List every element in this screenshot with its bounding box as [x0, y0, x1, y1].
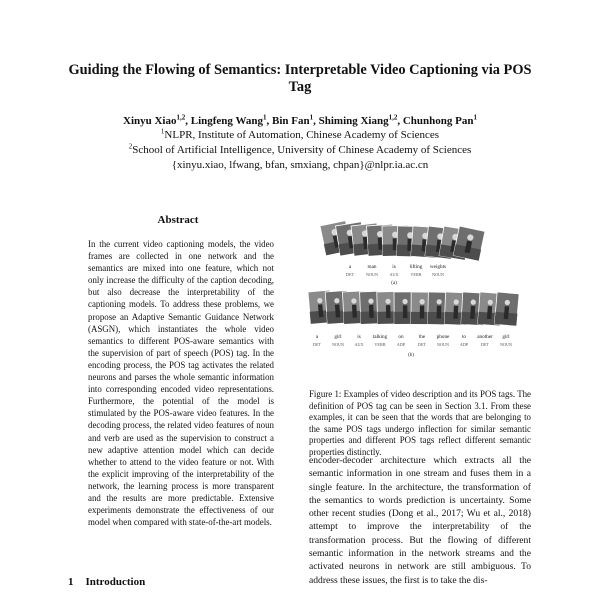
word-label: to — [461, 334, 467, 340]
pos-tag: VERB — [374, 342, 386, 347]
abstract-text: In the current video captioning models, the video frames are collected in one network and the semantics are mixed into one feature, which not only increase the difficulty of the caption decoding, but also decrease the interpretability of the captioning models. To address these problems, we propose an Adaptive Semantic Guidance Network (ASGN), which instantiates the whole video semantics to different POS-aware semantics with the supervision of part of speech (POS) tag. In the encoding process, the POS tag activates the related neurons and parses the whole semantic information into corresponding encoded video representations. Furthermore, the potential of the model is stimulated by the POS-aware video features. In the decoding process, the related video features of noun and verb are used as the supervision to construct a new adaptive attention model which can decide whether to attend to the video feature or not. With the explicit improving of the interpretability of the network, the learning process is more transparent and the results are more predictable. Extensive experiments demonstrate the effectiveness of our model when compared with state-of-the-art models. — [88, 239, 274, 528]
pos-tag: NOUN — [499, 342, 513, 347]
word-label: girl — [502, 334, 510, 340]
word-label: is — [357, 334, 361, 340]
figure-caption: Figure 1: Examples of video description and its POS tags. The definition of POS tag can be seen in Section 3.1. From these examples, it can be seen that the words that are belonging to the same POS tags undergo inflection for similar semantic properties and different POS tags reflect different semantic properties distinctly. — [309, 389, 531, 457]
pos-tag: NOUN — [436, 342, 450, 347]
affiliation-2: $^2$School of Artificial Intelligence, University of Chinese Academy of Sciences — [128, 142, 472, 156]
pos-tag: AUX — [389, 272, 399, 277]
subfigure-label-b: (b) — [408, 353, 414, 358]
pos-tag: DET — [312, 342, 322, 347]
author: Bin Fan$^1$, — [272, 113, 319, 127]
author: Chunhong Pan$^1$ — [402, 113, 477, 127]
word-label: weights — [429, 264, 447, 270]
video-frame-thumbnail — [494, 292, 519, 326]
word-label: is — [392, 264, 396, 270]
word-label: man — [367, 264, 377, 270]
word-label: a — [315, 334, 319, 340]
abstract-heading: Abstract — [157, 214, 199, 226]
body-text-column-right: encoder-decoder architecture which extracts all the semantic information in one stream and fuses them in a single feature. In the architecture, the transformation of the semantics to words prediction is uncertainty. Some other recent studies (Dong et al., 2017; Wu et al., 2018) attempt to improve the interpretability of the transformation process. But the flowing of different semantic information in the network streams and the activated neurons in network are still ambiguous. To address these issues, the first is to take the dis- — [309, 455, 531, 586]
author-list — [40, 114, 560, 128]
pos-tag: DET — [480, 342, 490, 347]
word-label: on — [398, 334, 404, 340]
word-label: talking — [372, 334, 388, 340]
author: Xinyu Xiao$^{1,2}$, — [123, 113, 191, 127]
pos-tag: VERB — [410, 272, 422, 277]
pos-tag: NOUN — [365, 272, 379, 277]
author: Lingfeng Wang$^1$, — [190, 113, 272, 127]
paper-title: Guiding the Flowing of Semantics: Interpretable Video Captioning via POS Tag — [68, 62, 532, 95]
author-emails: {xinyu.xiao, lfwang, bfan, smxiang, chpan}@nlpr.ia.ac.cn — [171, 159, 429, 171]
word-label: another — [477, 334, 493, 340]
word-label: a — [348, 264, 352, 270]
figure-1 — [306, 214, 530, 380]
author: Shiming Xiang$^{1,2}$, — [318, 113, 403, 127]
word-label: the — [418, 334, 426, 340]
pos-tag: ADP — [459, 342, 469, 347]
word-label: lifting — [409, 264, 423, 270]
subfigure-label-a: (a) — [391, 281, 397, 286]
pos-tag: AUX — [354, 342, 364, 347]
pos-tag: DET — [345, 272, 355, 277]
pos-tag: NOUN — [331, 342, 345, 347]
affiliation-1: $^1$NLPR, Institute of Automation, Chinese Academy of Sciences — [160, 127, 440, 141]
word-label: girl — [334, 334, 342, 340]
word-label: phone — [436, 334, 450, 340]
pos-tag: ADP — [396, 342, 406, 347]
pos-tag: NOUN — [431, 272, 445, 277]
pos-tag: DET — [417, 342, 427, 347]
section-heading: 1 Introduction — [68, 576, 146, 588]
video-frame-thumbnail — [453, 226, 485, 261]
